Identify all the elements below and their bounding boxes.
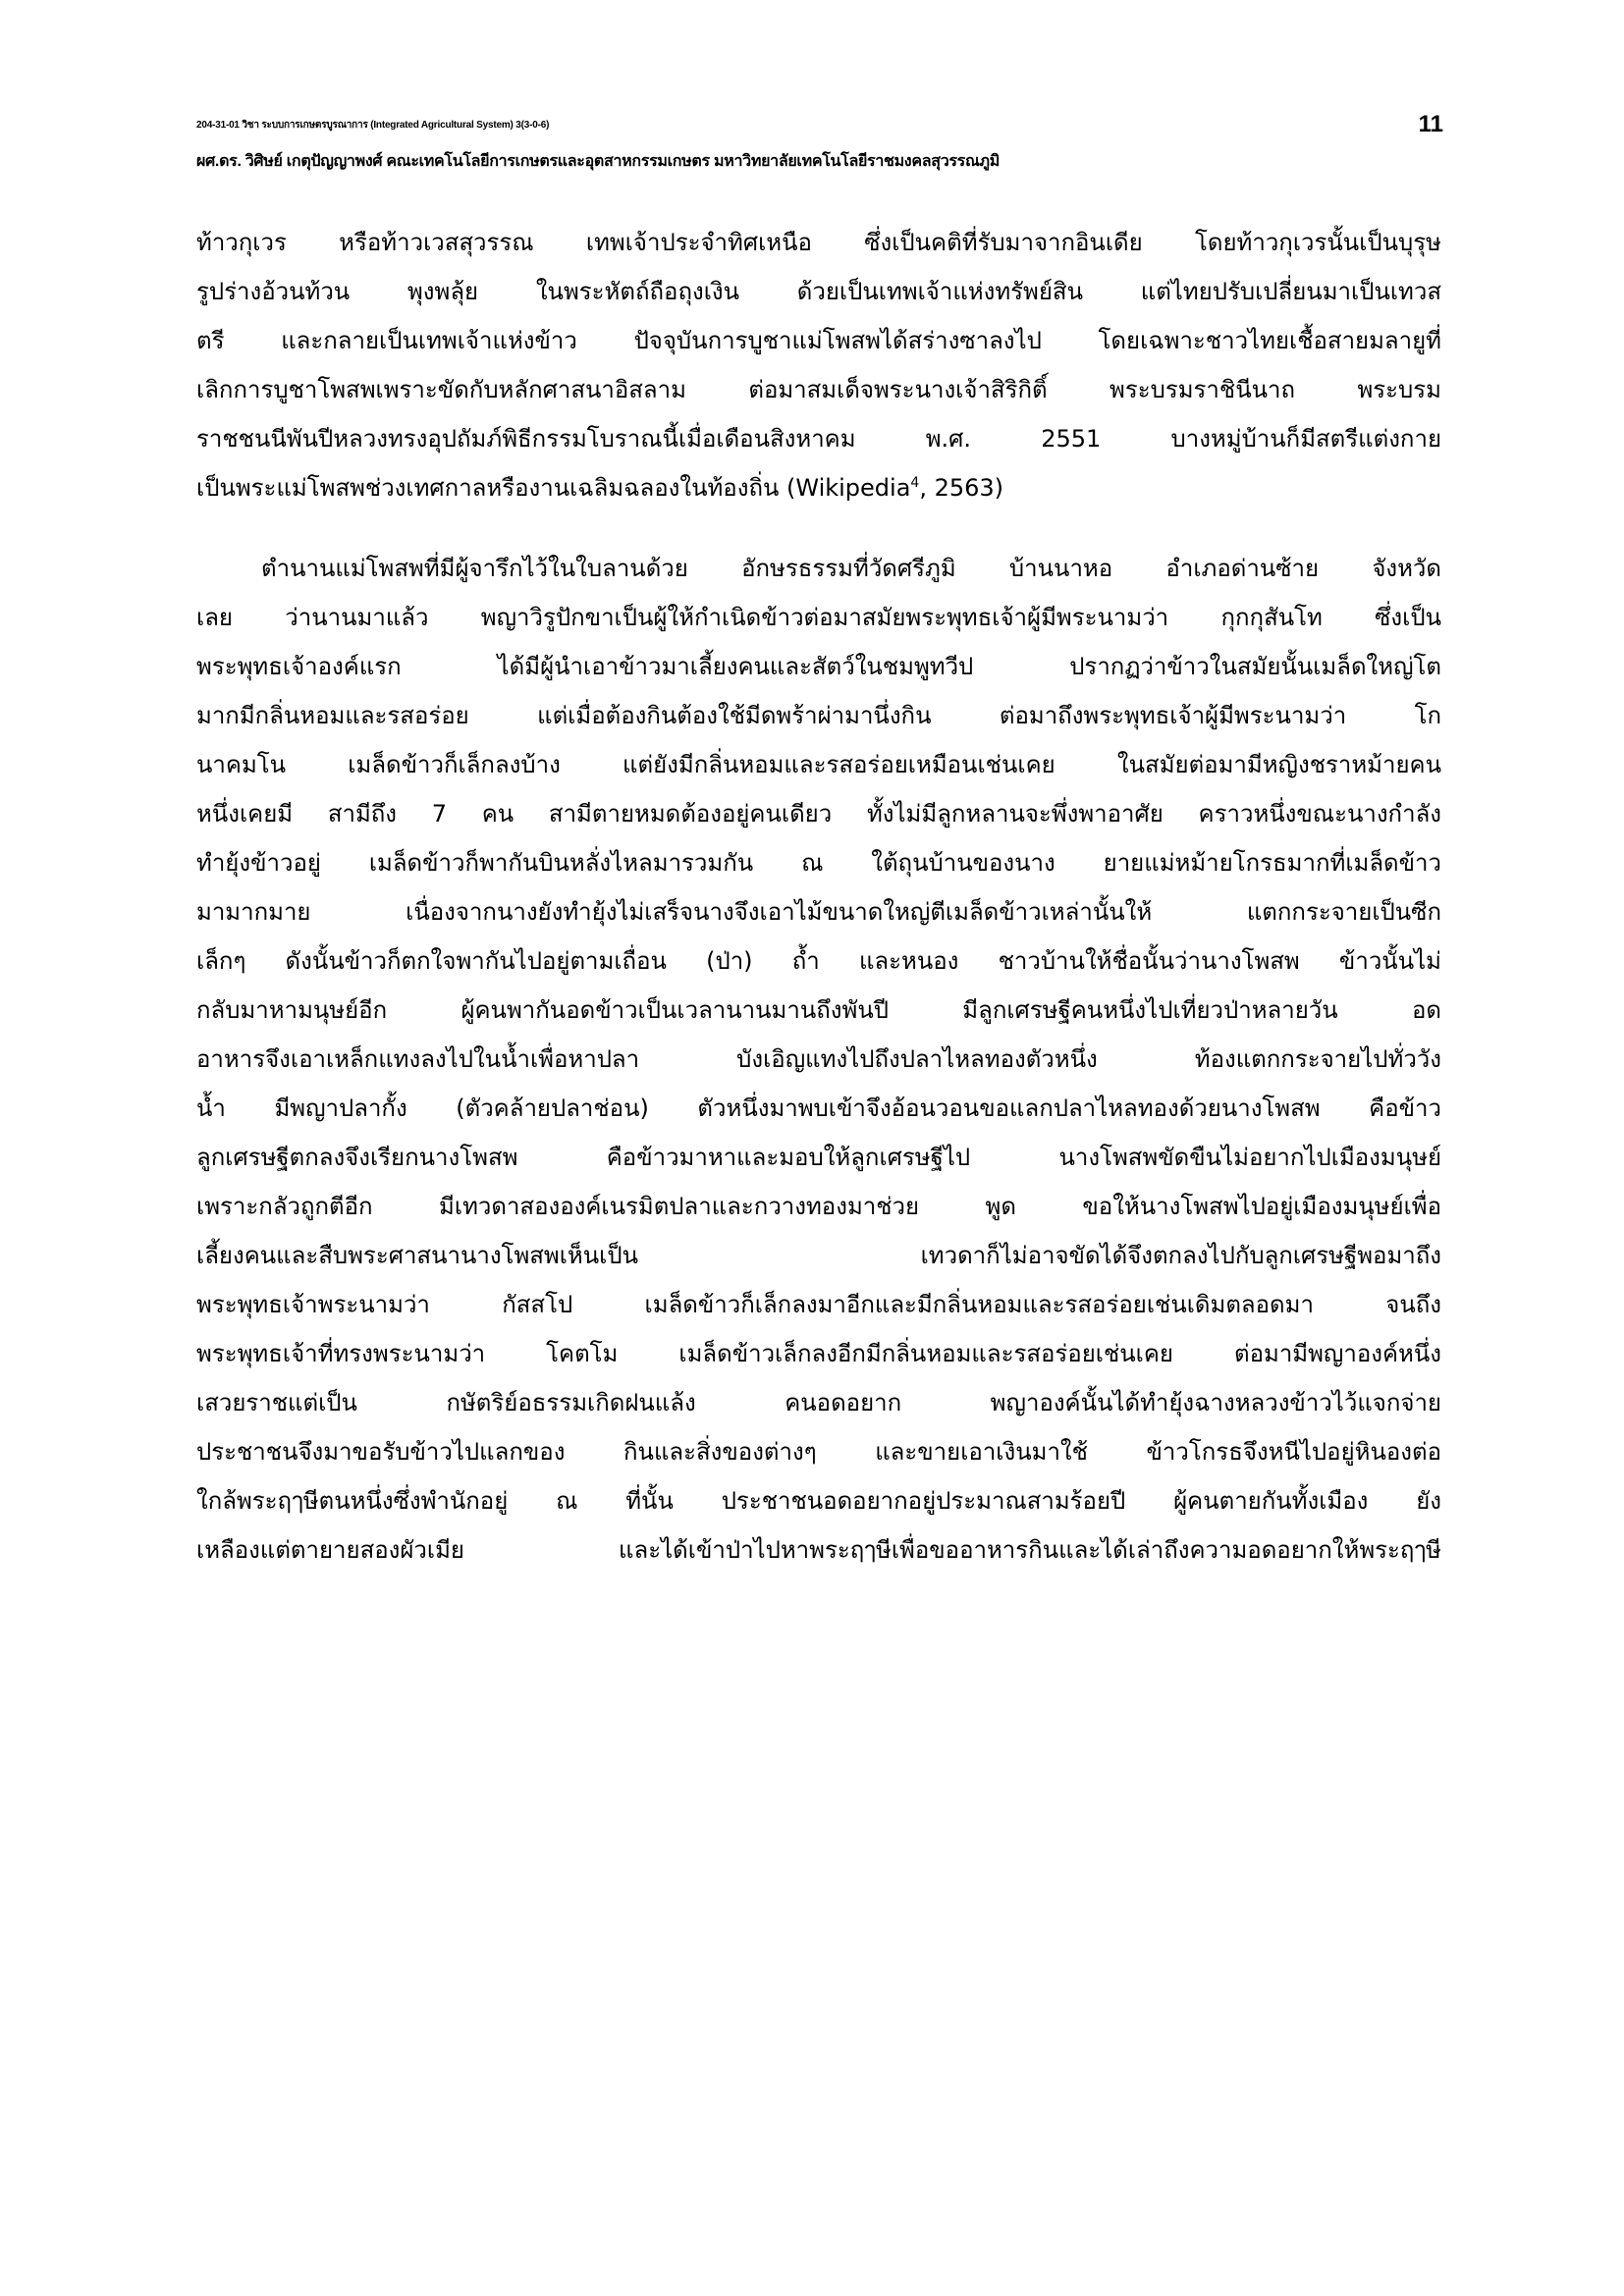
- text-line: พระพุทธเจ้าพระนามว่า กัสสโป เมล็ดข้าวก็เล็กลงมาอีกและมีกลิ่นหอมและรสอร่อยเช่นเดิมตลอดมา จนถึง: [196, 1291, 1441, 1318]
- paragraph-spacer: [196, 512, 1441, 544]
- text-line: น้ำ มีพญาปลากั้ง (ตัวคล้ายปลาช่อน) ตัวหนึ่งมาพบเข้าจึงอ้อนวอนขอแลกปลาไหลทองด้วยนางโพสพ คือข้าว: [196, 1095, 1441, 1122]
- author-affiliation: ผศ.ดร. วิศิษย์ เกตุปัญญาพงศ์ คณะเทคโนโลยีการเกษตรและอุตสาหกรรมเกษตร มหาวิทยาลัยเทคโนโลยีราชมงคลสุวรรณภูมิ: [196, 153, 1001, 170]
- document-body: [196, 218, 1441, 1575]
- paragraph-1: [196, 218, 1441, 512]
- text-line: ตำนานแม่โพสพที่มีผู้จารึกไว้ในใบลานด้วย อักษรธรรมที่วัดศรีภูมิ บ้านนาหอ อำเภอด่านซ้าย จังหวัด: [261, 555, 1441, 582]
- text-line-content: เป็นพระแม่โพสพช่วงเทศกาลหรืองานเฉลิมฉลองในท้องถิ่น (Wikipedia: [196, 474, 911, 502]
- citation-superscript: 4: [910, 475, 920, 491]
- text-line: ลูกเศรษฐีตกลงจึงเรียกนางโพสพ คือข้าวมาหาและมอบให้ลูกเศรษฐีไป นางโพสพขัดขืนไม่อยากไปเมืองมนุษย์: [196, 1144, 1441, 1171]
- text-line: เหลืองแต่ตายายสองผัวเมีย และได้เข้าป่าไปหาพระฤๅษีเพื่อขออาหารกินและได้เล่าถึงความอดอยากให้พระฤๅษี: [196, 1536, 1441, 1564]
- text-line: หนึ่งเคยมี สามีถึง 7 คน สามีตายหมดต้องอยู่คนเดียว ทั้งไม่มีลูกหลานจะพึ่งพาอาศัย คราวหนึ่งขณะนางกำลัง: [196, 800, 1441, 828]
- text-line: ราชชนนีพันปีหลวงทรงอุปถัมภ์พิธีกรรมโบราณนี้เมื่อเดือนสิงหาคม พ.ศ. 2551 บางหมู่บ้านก็มีสตรีแต่งกาย: [196, 425, 1441, 453]
- text-line: เลิกการบูชาโพสพเพราะขัดกับหลักศาสนาอิสลาม ต่อมาสมเด็จพระนางเจ้าสิริกิติ์ พระบรมราชินีนาถ พระบรม: [196, 376, 1441, 403]
- text-line: ท้าวกุเวร หรือท้าวเวสสุวรรณ เทพเจ้าประจำทิศเหนือ ซึ่งเป็นคติที่รับมาจากอินเดีย โดยท้าวกุเวรนั้นเป็นบุรุษ: [196, 229, 1441, 256]
- text-line: ใกล้พระฤๅษีตนหนึ่งซึ่งพำนักอยู่ ณ ที่นั้น ประชาชนอดอยากอยู่ประมาณสามร้อยปี ผู้คนตายกันทั้งเมือง ยัง: [196, 1487, 1441, 1515]
- text-line: รูปร่างอ้วนท้วน พุงพลุ้ย ในพระหัตถ์ถือถุงเงิน ด้วยเป็นเทพเจ้าแห่งทรัพย์สิน แต่ไทยปรับเปลี่ยนมาเป็นเทวส: [196, 278, 1441, 305]
- page-header: [196, 111, 1443, 170]
- text-line: เลี้ยงคนและสืบพระศาสนานางโพสพเห็นเป็น เทวดาก็ไม่อาจขัดได้จึงตกลงไปกับลูกเศรษฐีพอมาถึง: [196, 1242, 1441, 1269]
- page-number: 11: [1418, 111, 1443, 137]
- text-line: มากมีกลิ่นหอมและรสอร่อย แต่เมื่อต้องกินต้องใช้มีดพร้าผ่ามานึ่งกิน ต่อมาถึงพระพุทธเจ้าผู้มีพระนามว่า โก: [196, 702, 1441, 729]
- text-line: เพราะกลัวถูกตีอีก มีเทวดาสององค์เนรมิตปลาและกวางทองมาช่วย พูด ขอให้นางโพสพไปอยู่เมืองมนุษย์เพื่อ: [196, 1193, 1441, 1220]
- text-line: อาหารจึงเอาเหล็กแทงลงไปในน้ำเพื่อหาปลา บังเอิญแทงไปถึงปลาไหลทองตัวหนึ่ง ท้องแตกกระจายไปทั่ววัง: [196, 1045, 1441, 1073]
- text-line: พระพุทธเจ้าที่ทรงพระนามว่า โคตโม เมล็ดข้าวเล็กลงอีกมีกลิ่นหอมและรสอร่อยเช่นเคย ต่อมามีพญาองค์หนึ่ง: [196, 1340, 1441, 1367]
- text-line: ตรี และกลายเป็นเทพเจ้าแห่งข้าว ปัจจุบันการบูชาแม่โพสพได้สร่างซาลงไป โดยเฉพาะชาวไทยเชื้อสายมลายูที่: [196, 327, 1441, 354]
- text-line: เสวยราชแต่เป็น กษัตริย์อธรรมเกิดฝนแล้ง คนอดอยาก พญาองค์นั้นได้ทำยุ้งฉางหลวงข้าวไว้แจกจ่าย: [196, 1389, 1441, 1416]
- text-line: เล็กๆ ดังนั้นข้าวก็ตกใจพากันไปอยู่ตามเถื่อน (ป่า) ถ้ำ และหนอง ชาวบ้านให้ชื่อนั้นว่านางโพสพ ข้าวนั้นไม่: [196, 947, 1441, 975]
- text-line-with-citation: [196, 463, 1441, 512]
- paragraph-2: [196, 544, 1441, 1575]
- citation-year: , 2563): [919, 474, 1004, 502]
- text-line: ประชาชนจึงมาขอรับข้าวไปแลกของ กินและสิ่งของต่างๆ และขายเอาเงินมาใช้ ข้าวโกรธจึงหนีไปอยู่หินองต่อ: [196, 1438, 1441, 1466]
- text-line: ทำยุ้งข้าวอยู่ เมล็ดข้าวก็พากันบินหลั่งไหลมารวมกัน ณ ใต้ถุนบ้านของนาง ยายแม่หม้ายโกรธมากที่เมล็ดข้าว: [196, 849, 1441, 877]
- text-line: มามากมาย เนื่องจากนางยังทำยุ้งไม่เสร็จนางจึงเอาไม้ขนาดใหญ่ตีเมล็ดข้าวเหล่านั้นให้ แตกกระจายเป็นซีก: [196, 898, 1441, 926]
- text-line: เลย ว่านานมาแล้ว พญาวิรูปักขาเป็นผู้ให้กำเนิดข้าวต่อมาสมัยพระพุทธเจ้าผู้มีพระนามว่า กุกกุสันโท ซึ่งเป็น: [196, 604, 1441, 631]
- course-title: 204-31-01 วิชา ระบบการเกษตรบูรณาการ (Integrated Agricultural System) 3(3-0-6): [196, 120, 550, 131]
- text-line: นาคมโน เมล็ดข้าวก็เล็กลงบ้าง แต่ยังมีกลิ่นหอมและรสอร่อยเหมือนเช่นเคย ในสมัยต่อมามีหญิงชราหม้ายคน: [196, 751, 1441, 778]
- text-line: พระพุทธเจ้าองค์แรก ได้มีผู้นำเอาข้าวมาเลี้ยงคนและสัตว์ในชมพูทวีป ปรากฏว่าข้าวในสมัยนั้นเมล็ดใหญ่โต: [196, 653, 1441, 680]
- text-line: กลับมาหามนุษย์อีก ผู้คนพากันอดข้าวเป็นเวลานานมานถึงพันปี มีลูกเศรษฐีคนหนึ่งไปเที่ยวป่าหลายวัน อด: [196, 996, 1441, 1024]
